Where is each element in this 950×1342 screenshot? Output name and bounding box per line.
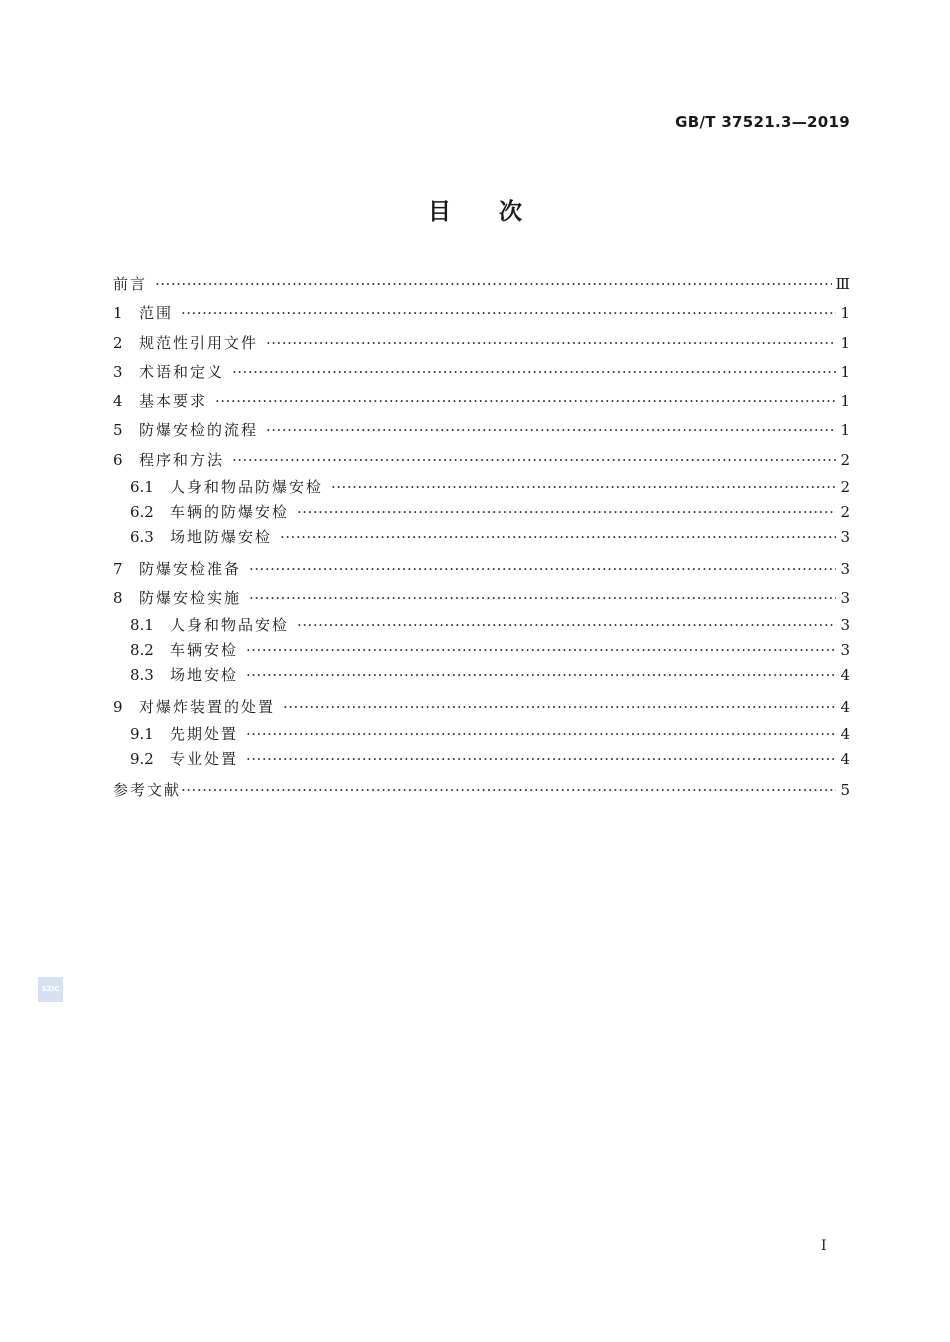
toc-entry-number: 8.3 <box>130 666 154 685</box>
toc-leader-dots <box>266 416 836 445</box>
toc-entry-label: 前言 <box>113 275 148 293</box>
toc-leader-dots <box>331 475 836 500</box>
toc-entry-label: 车辆的防爆安检 <box>170 503 290 522</box>
toc-entry-page: 2 <box>840 478 850 497</box>
toc-leader-dots <box>283 693 836 722</box>
toc-entry-label: 程序和方法 <box>139 450 225 469</box>
toc-entry-number: 9.1 <box>130 724 154 743</box>
toc-entry-number: 6.1 <box>130 478 154 497</box>
toc-entry[interactable] <box>113 663 850 688</box>
toc-leader-dots <box>297 500 836 525</box>
toc-entry-label: 参考文献 <box>113 781 182 800</box>
toc-entry-label: 先期处置 <box>170 724 239 743</box>
toc-entry[interactable] <box>113 270 850 299</box>
toc-leader-dots <box>297 613 836 638</box>
toc-entry[interactable] <box>113 299 850 328</box>
table-of-contents <box>113 270 850 806</box>
toc-entry-label: 范围 <box>139 304 174 323</box>
toc-leader-dots <box>232 358 836 387</box>
toc-entry-label: 人身和物品防爆安检 <box>170 478 324 497</box>
toc-leader-dots <box>249 584 836 613</box>
toc-entry-label: 对爆炸装置的处置 <box>139 697 276 716</box>
toc-entry[interactable] <box>113 387 850 416</box>
toc-entry-number: 6.2 <box>130 503 154 522</box>
toc-entry-page: 3 <box>840 559 850 578</box>
toc-leader-dots <box>246 663 836 688</box>
toc-entry-number: 8.1 <box>130 616 154 635</box>
toc-entry[interactable] <box>113 525 850 550</box>
toc-entry-label: 车辆安检 <box>170 641 239 660</box>
toc-leader-dots <box>246 638 836 663</box>
toc-entry-page: 1 <box>840 392 850 411</box>
toc-entry-page: 5 <box>840 781 850 800</box>
toc-entry-number: 9.2 <box>130 749 154 768</box>
toc-entry[interactable] <box>113 329 850 358</box>
toc-entry-page: 3 <box>840 616 850 635</box>
toc-entry[interactable] <box>113 747 850 772</box>
toc-entry-page: 1 <box>840 304 850 323</box>
toc-entry-label: 场地安检 <box>170 666 239 685</box>
toc-entry-number: 2 <box>113 333 123 352</box>
toc-entry-page: 1 <box>840 362 850 381</box>
toc-entry-number: 7 <box>113 559 123 578</box>
toc-entry-number: 6.3 <box>130 528 154 547</box>
toc-entry-page: 3 <box>840 641 850 660</box>
toc-leader-dots <box>181 776 836 805</box>
toc-entry-page: 4 <box>840 666 850 685</box>
watermark-logo: SZIC <box>38 977 63 1002</box>
toc-entry[interactable] <box>113 500 850 525</box>
toc-entry-page: 1 <box>840 421 850 440</box>
toc-entry[interactable] <box>113 693 850 722</box>
toc-entry[interactable] <box>113 446 850 475</box>
toc-entry-label: 防爆安检准备 <box>139 559 242 578</box>
toc-entry[interactable] <box>113 555 850 584</box>
toc-entry-number: 9 <box>113 697 123 716</box>
toc-entry-label: 术语和定义 <box>139 362 225 381</box>
toc-entry-label: 场地防爆安检 <box>170 528 273 547</box>
toc-entry-label: 人身和物品安检 <box>170 616 290 635</box>
toc-entry-number: 3 <box>113 362 123 381</box>
toc-leader-dots <box>266 329 836 358</box>
toc-entry-page: 3 <box>840 588 850 607</box>
standard-code: GB/T 37521.3—2019 <box>675 113 850 131</box>
toc-entry-page: 3 <box>840 528 850 547</box>
toc-leader-dots <box>232 446 836 475</box>
toc-entry-page: 2 <box>840 503 850 522</box>
toc-entry[interactable] <box>113 416 850 445</box>
toc-entry-label: 防爆安检实施 <box>139 588 242 607</box>
page-title: 目次 <box>428 199 570 225</box>
toc-entry-label: 专业处置 <box>170 749 239 768</box>
toc-entry-number: 4 <box>113 392 123 411</box>
toc-entry-page: 2 <box>840 450 850 469</box>
toc-leader-dots <box>246 722 836 747</box>
toc-entry-label: 规范性引用文件 <box>139 333 259 352</box>
toc-entry[interactable] <box>113 358 850 387</box>
toc-entry-number: 8 <box>113 588 123 607</box>
toc-leader-dots <box>246 747 836 772</box>
toc-entry[interactable] <box>113 638 850 663</box>
toc-entry-page: Ⅲ <box>835 275 850 293</box>
toc-entry-number: 8.2 <box>130 641 154 660</box>
toc-entry-page: 4 <box>840 724 850 743</box>
toc-entry-label: 基本要求 <box>139 392 208 411</box>
toc-leader-dots <box>215 387 836 416</box>
toc-entry-number: 6 <box>113 450 123 469</box>
toc-entry[interactable] <box>113 613 850 638</box>
toc-leader-dots <box>181 299 836 328</box>
toc-leader-dots <box>249 555 836 584</box>
toc-entry[interactable] <box>113 584 850 613</box>
toc-entry-page: 4 <box>840 749 850 768</box>
toc-leader-dots <box>280 525 836 550</box>
toc-entry-page: 1 <box>840 333 850 352</box>
toc-entry-label: 防爆安检的流程 <box>139 421 259 440</box>
toc-entry[interactable] <box>113 722 850 747</box>
toc-entry[interactable] <box>113 475 850 500</box>
toc-entry-page: 4 <box>840 697 850 716</box>
toc-entry[interactable] <box>113 776 850 805</box>
toc-leader-dots <box>155 270 832 299</box>
toc-entry-number: 1 <box>113 304 123 323</box>
toc-entry-number: 5 <box>113 421 123 440</box>
page-number: Ⅰ <box>821 1238 827 1254</box>
